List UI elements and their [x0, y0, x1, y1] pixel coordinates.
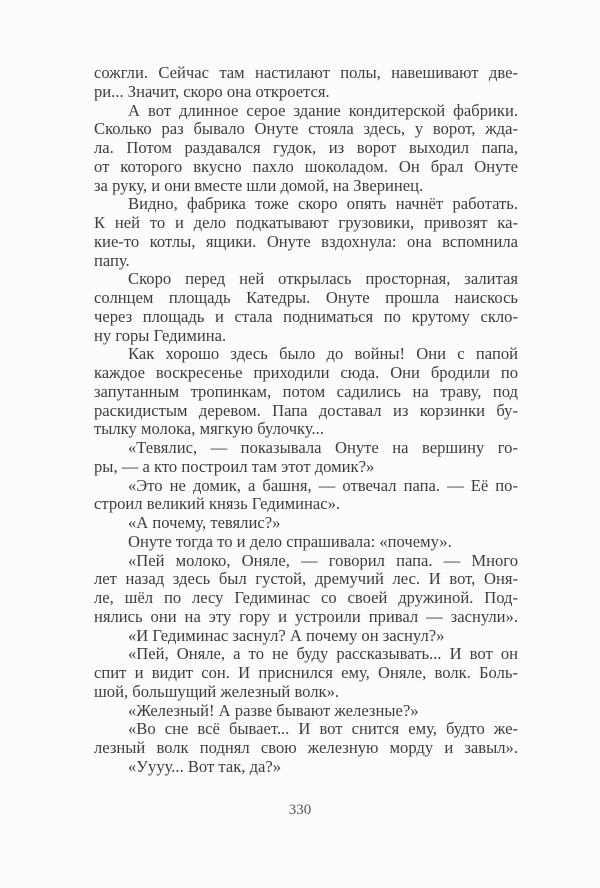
text-line: К ней то и дело подкатывают грузовики, привозят ка-: [94, 213, 518, 232]
text-line: ле, шёл по лесу Гедиминас со своей дружиной. Под-: [94, 588, 518, 607]
text-line: шой, большущий железный волк».: [94, 681, 340, 701]
body-text: [94, 64, 518, 777]
text-line: Скоро перед ней открылась просторная, залитая: [128, 269, 518, 289]
text-line: каждое воскресенье приходили сюда. Они бродили по: [94, 363, 518, 382]
text-line: ну горы Гедимина.: [94, 325, 227, 345]
text-line: Как хорошо здесь было до войны! Они с папой: [128, 344, 518, 364]
text-line: «Железный! А разве бывают железные?»: [128, 700, 419, 720]
text-line: ла. Потом раздавался гудок, из ворот выходил папа,: [94, 138, 518, 157]
text-line: сожгли. Сейчас там настилают полы, навешивают две-: [94, 63, 518, 82]
text-line: «Во сне всё бывает... И вот снится ему, будто же-: [128, 719, 518, 739]
text-line: через площадь и стала подниматься по крутому скло-: [94, 306, 518, 326]
text-line: папу.: [94, 250, 130, 270]
text-line: солнцем площадь Катедры. Онуте прошла наискось: [94, 288, 518, 307]
text-line: «Тевялис, — показывала Онуте на вершину го-: [128, 438, 518, 457]
text-line: «Уууу... Вот так, да?»: [128, 756, 282, 776]
text-line: запутанным тропинкам, потом садились на траву, под: [94, 381, 518, 401]
text-line: кие-то котлы, ящики. Онуте вздохнула: она вспомнила: [94, 231, 518, 251]
text-line: ры, — а кто построил там этот домик?»: [94, 456, 375, 476]
text-line: ри... Значит, скоро она откроется.: [94, 81, 330, 101]
text-line: от которого вкусно пахло шоколадом. Он брал Онуте: [94, 156, 518, 176]
text-line: нялись они на эту гору и устроили привал — заснули».: [94, 606, 518, 626]
text-line: «И Гедиминас заснул? А почему он заснул?»: [128, 625, 445, 645]
text-line: раскидистым деревом. Папа доставал из корзинки бу-: [94, 400, 518, 420]
text-line: Онуте тогда то и дело спрашивала: «почему».: [128, 531, 452, 551]
text-line: лет назад здесь был густой, дремучий лес. И вот, Оня-: [94, 569, 518, 589]
text-line: «А почему, тевялис?»: [128, 513, 281, 532]
text-line: «Пей молоко, Оняле, — говорил папа. — Много: [128, 550, 518, 570]
text-line: Видно, фабрика тоже скоро опять начнёт работать.: [128, 194, 518, 214]
text-line: лезный волк поднял свою железную морду и завыл».: [94, 738, 518, 757]
text-line: «Это не домик, а башня, — отвечал папа. — Её по-: [128, 475, 518, 495]
text-line: Сколько раз бывало Онуте стояла здесь, у ворот, жда-: [94, 119, 518, 139]
text-line: тылку молока, мягкую булочку...: [94, 419, 324, 439]
text-line: «Пей, Оняле, а то не буду рассказывать... И вот он: [128, 644, 518, 664]
page-number: 330: [288, 802, 312, 818]
text-line: А вот длинное серое здание кондитерской фабрики.: [128, 100, 518, 120]
text-line: строил великий князь Гедиминас».: [94, 494, 341, 514]
text-line: спит и видит сон. И приснился ему, Оняле, волк. Боль-: [94, 663, 518, 682]
text-line: за руку, и они вместе шли домой, на Зверинец.: [94, 175, 424, 195]
